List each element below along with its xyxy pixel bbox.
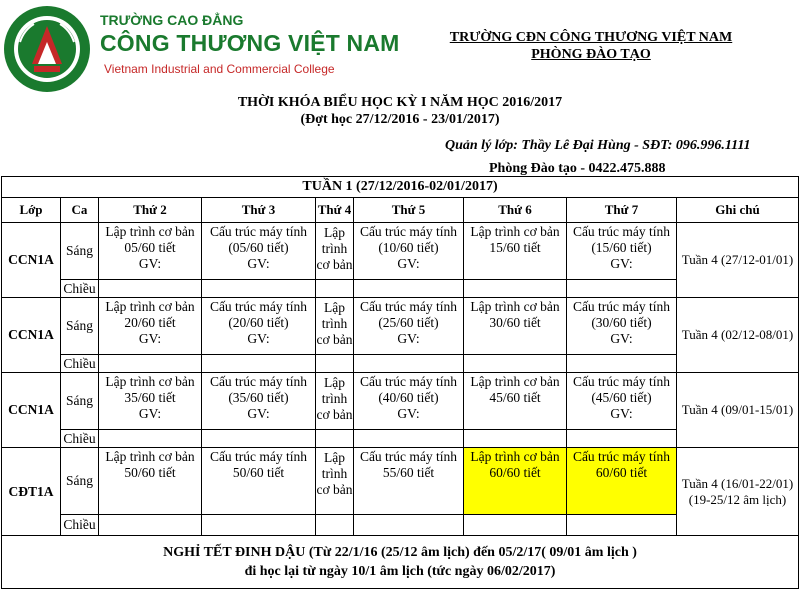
shift-afternoon: Chiều	[61, 355, 99, 373]
monday-cell: Lập trình cơ bản 05/60 tiết GV:	[99, 223, 202, 280]
office-contact: Phòng Đào tạo - 0422.475.888	[489, 161, 666, 176]
header-friday: Thứ 6	[464, 198, 567, 223]
friday-cell-highlighted: Lập trình cơ bản 60/60 tiết	[464, 448, 567, 515]
saturday-cell: Cấu trúc máy tính (30/60 tiết) GV:	[567, 298, 677, 355]
friday-cell: Lập trình cơ bản 30/60 tiết	[464, 298, 567, 355]
table-row	[2, 298, 799, 355]
department-name: PHÒNG ĐÀO TẠO	[531, 47, 651, 62]
page-title: THỜI KHÓA BIỂU HỌC KỲ I NĂM HỌC 2016/2017	[237, 95, 563, 110]
shift-morning: Sáng	[61, 373, 99, 430]
shift-afternoon: Chiều	[61, 515, 99, 536]
table-row	[2, 448, 799, 515]
table-row	[2, 373, 799, 430]
thursday-cell: Cấu trúc máy tính (10/60 tiết) GV:	[354, 223, 464, 280]
shift-morning: Sáng	[61, 223, 99, 280]
shift-morning: Sáng	[61, 448, 99, 515]
friday-cell: Lập trình cơ bản 15/60 tiết	[464, 223, 567, 280]
note-cell: Tuần 4 (09/01-15/01)	[677, 373, 799, 448]
class-cell: CCN1A	[2, 298, 61, 373]
wednesday-cell: Lập trình cơ bản	[316, 448, 354, 515]
header-tuesday: Thứ 3	[202, 198, 316, 223]
wednesday-cell: Lập trình cơ bản	[316, 223, 354, 280]
tuesday-cell: Cấu trúc máy tính (05/60 tiết) GV:	[202, 223, 316, 280]
wednesday-cell: Lập trình cơ bản	[316, 373, 354, 430]
holiday-notice: NGHỈ TẾT ĐINH DẬU (Từ 22/1/16 (25/12 âm lịch) đến 05/2/17( 09/01 âm lịch ) đi học lại từ ngày 10/1 âm lịch (tức ngày 06/02/2017)	[2, 536, 799, 589]
college-name-line1: TRƯỜNG CAO ĐẲNG	[100, 12, 244, 28]
thursday-cell: Cấu trúc máy tính 55/60 tiết	[354, 448, 464, 515]
page-subtitle: (Đợt học 27/12/2016 - 23/01/2017)	[300, 112, 500, 127]
thursday-cell: Cấu trúc máy tính (25/60 tiết) GV:	[354, 298, 464, 355]
note-cell: Tuần 4 (27/12-01/01)	[677, 223, 799, 298]
school-name: TRƯỜNG CĐN CÔNG THƯƠNG VIỆT NAM	[449, 30, 733, 45]
table-header-row	[2, 198, 799, 223]
header-thursday: Thứ 5	[354, 198, 464, 223]
college-english-name: Vietnam Industrial and Commercial College	[104, 62, 335, 76]
shift-morning: Sáng	[61, 298, 99, 355]
header-monday: Thứ 2	[99, 198, 202, 223]
monday-cell: Lập trình cơ bản 50/60 tiết	[99, 448, 202, 515]
school-header	[446, 29, 736, 63]
tuesday-cell: Cấu trúc máy tính 50/60 tiết	[202, 448, 316, 515]
saturday-cell-highlighted: Cấu trúc máy tính 60/60 tiết	[567, 448, 677, 515]
header-class: Lớp	[2, 198, 61, 223]
college-logo	[2, 4, 92, 94]
header-wednesday: Thứ 4	[316, 198, 354, 223]
header-shift: Ca	[61, 198, 99, 223]
college-name-line2: CÔNG THƯƠNG VIỆT NAM	[100, 30, 400, 56]
class-cell: CCN1A	[2, 223, 61, 298]
shift-afternoon: Chiều	[61, 430, 99, 448]
class-cell: CCN1A	[2, 373, 61, 448]
table-row	[2, 223, 799, 280]
note-cell: Tuần 4 (02/12-08/01)	[677, 298, 799, 373]
note-cell: Tuần 4 (16/01-22/01) (19-25/12 âm lịch)	[677, 448, 799, 536]
thursday-cell: Cấu trúc máy tính (40/60 tiết) GV:	[354, 373, 464, 430]
timetable	[1, 176, 799, 589]
tuesday-cell: Cấu trúc máy tính (35/60 tiết) GV:	[202, 373, 316, 430]
week-title: TUẦN 1 (27/12/2016-02/01/2017)	[2, 177, 799, 198]
class-cell: CĐT1A	[2, 448, 61, 536]
header-saturday: Thứ 7	[567, 198, 677, 223]
shift-afternoon: Chiều	[61, 280, 99, 298]
friday-cell: Lập trình cơ bản 45/60 tiết	[464, 373, 567, 430]
header-notes: Ghi chú	[677, 198, 799, 223]
class-manager: Quản lý lớp: Thầy Lê Đại Hùng - SĐT: 096.996.1111	[445, 138, 751, 153]
tuesday-cell: Cấu trúc máy tính (20/60 tiết) GV:	[202, 298, 316, 355]
monday-cell: Lập trình cơ bản 35/60 tiết GV:	[99, 373, 202, 430]
monday-cell: Lập trình cơ bản 20/60 tiết GV:	[99, 298, 202, 355]
saturday-cell: Cấu trúc máy tính (45/60 tiết) GV:	[567, 373, 677, 430]
saturday-cell: Cấu trúc máy tính (15/60 tiết) GV:	[567, 223, 677, 280]
wednesday-cell: Lập trình cơ bản	[316, 298, 354, 355]
